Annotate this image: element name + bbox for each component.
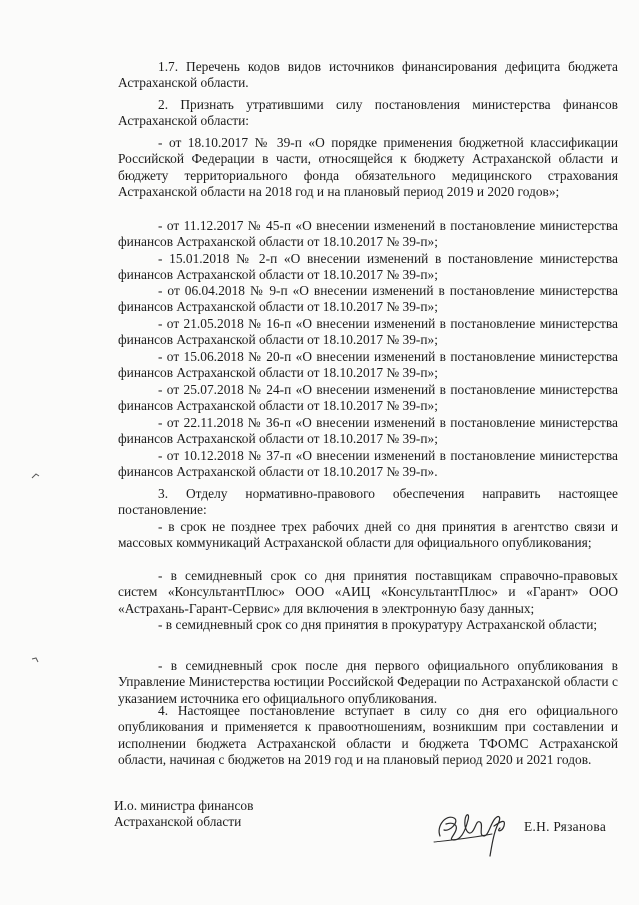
list-item: - от 21.05.2018 № 16-п «О внесении изменений в постановление министерства финансов Астраханской области от 18.10.2017 № 39-п»;: [118, 316, 618, 348]
list-item: - от 15.06.2018 № 20-п «О внесении изменений в постановление министерства финансов Астраханской области от 18.10.2017 № 39-п»;: [118, 349, 618, 381]
list-item: - в семидневный срок со дня принятия поставщикам справочно-правовых систем «КонсультантПлюс» ООО «АИЦ «КонсультантПлюс» и «Гарант» ООО «Астрахань-Гарант-Сервис» для включения в электронную базу данных;: [118, 568, 618, 616]
signatory-position: [114, 798, 253, 831]
list-item: - от 11.12.2017 № 45-п «О внесении изменений в постановление министерства финансов Астраханской области от 18.10.2017 № 39-п»;: [118, 218, 618, 250]
paragraph-2: 2. Признать утратившими силу постановления министерства финансов Астраханской области:: [118, 97, 618, 129]
margin-mark-icon: [30, 654, 42, 666]
signatory-position-line2: Астраханской области: [114, 814, 242, 830]
list-item: - от 10.12.2018 № 37-п «О внесении изменений в постановление министерства финансов Астраханской области от 18.10.2017 № 39-п».: [118, 448, 618, 480]
paragraph-4: 4. Настоящее постановление вступает в силу со дня его официального опубликования и применяется к правоотношениям, возникшим при составлении и исполнении бюджета Астраханской области и бюджета ТФОМС Астраханской области, начиная с бюджетов на 2019 год и на плановый период 2020 и 2021 годов.: [118, 703, 618, 768]
paragraph-1-7: 1.7. Перечень кодов видов источников финансирования дефицита бюджета Астраханской области.: [118, 59, 618, 91]
list-item: - в срок не позднее трех рабочих дней со дня принятия в агентство связи и массовых коммуникаций Астраханской области для официального опубликования;: [118, 519, 618, 551]
margin-mark-icon: [30, 470, 42, 482]
list-item: - в семидневный срок со дня принятия в прокуратуру Астраханской области;: [158, 617, 598, 632]
signatory-name: Е.Н. Рязанова: [524, 819, 607, 834]
list-item: - от 18.10.2017 № 39-п «О порядке применения бюджетной классификации Российской Федерации в части, относящейся к бюджету Астраханской области и бюджету территориального фонда обязательного медицинского страхования Астраханской области на 2018 год и на плановый период 2019 и 2020 годов»;: [118, 135, 618, 200]
list-item: - от 06.04.2018 № 9-п «О внесении изменений в постановление министерства финансов Астраханской области от 18.10.2017 № 39-п»;: [118, 283, 618, 315]
signatory-position-line1: И.о. министра финансов: [114, 798, 254, 813]
list-item: - от 25.07.2018 № 24-п «О внесении изменений в постановление министерства финансов Астраханской области от 18.10.2017 № 39-п»;: [118, 382, 618, 414]
list-item: - в семидневный срок после дня первого официального опубликования в Управление Министерства юстиции Российской Федерации по Астраханской области с указанием источника его официального опубликования.: [118, 658, 618, 706]
handwritten-signature: [432, 796, 522, 862]
paragraph-3: 3. Отделу нормативно-правового обеспечения направить настоящее постановление:: [118, 486, 618, 518]
list-item: - от 22.11.2018 № 36-п «О внесении изменений в постановление министерства финансов Астраханской области от 18.10.2017 № 39-п»;: [118, 415, 618, 447]
list-item: - 15.01.2018 № 2-п «О внесении изменений в постановление министерства финансов Астраханской области от 18.10.2017 № 39-п»;: [118, 251, 618, 283]
